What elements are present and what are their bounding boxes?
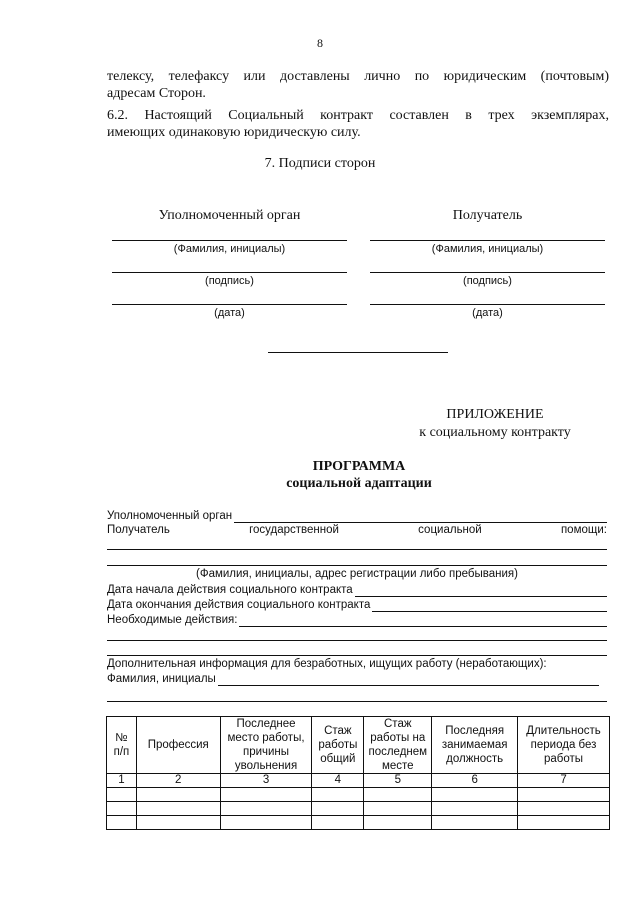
- page-number: 8: [317, 36, 323, 50]
- col-header-profession: Профессия: [136, 717, 220, 774]
- actions-line-3[interactable]: [107, 655, 607, 656]
- authority-field-label: Уполномоченный орган: [107, 510, 233, 522]
- name-field-line[interactable]: [218, 675, 599, 686]
- recipient-name-caption: (Фамилия, инициалы): [431, 243, 544, 255]
- recipient-caption: (Фамилия, инициалы, адрес регистрации либо пребывания): [196, 568, 518, 580]
- table-column-numbers-row: [107, 774, 610, 788]
- col-number-2: 2: [136, 774, 220, 788]
- authority-signature-line: [112, 272, 347, 273]
- table-cell[interactable]: [364, 788, 432, 802]
- program-subtitle: социальной адаптации: [286, 476, 432, 491]
- col-number-7: 7: [518, 774, 610, 788]
- col-header-last-place-experience: Стаж работы на последнем месте: [364, 717, 432, 774]
- end-date-line[interactable]: [372, 601, 607, 612]
- table-cell[interactable]: [432, 816, 518, 830]
- table-row: [107, 802, 610, 816]
- name-field: [107, 672, 599, 686]
- program-title: ПРОГРАММА: [312, 459, 406, 474]
- col-number-5: 5: [364, 774, 432, 788]
- authority-signature-caption: (подпись): [205, 275, 254, 287]
- recipient-word-2: государственной: [249, 524, 339, 536]
- authority-date-line: [112, 304, 347, 305]
- authority-date-caption: (дата): [214, 307, 245, 319]
- col-number-4: 4: [312, 774, 364, 788]
- clause-6-1-line-2: адресам Сторон.: [107, 86, 206, 101]
- table-cell[interactable]: [432, 802, 518, 816]
- recipient-name-line: [370, 240, 605, 241]
- authority-heading: Уполномоченный орган: [158, 208, 301, 223]
- table-header-row: [107, 717, 610, 774]
- table-cell[interactable]: [220, 802, 312, 816]
- col-number-1: 1: [107, 774, 137, 788]
- table-cell[interactable]: [364, 802, 432, 816]
- actions-line-2[interactable]: [107, 640, 607, 641]
- table-cell[interactable]: [518, 816, 610, 830]
- recipient-date-caption: (дата): [472, 307, 503, 319]
- start-date-label: Дата начала действия социального контракта: [107, 584, 353, 596]
- recipient-field-label: [107, 523, 607, 537]
- signatures-section-title: 7. Подписи сторон: [264, 156, 376, 171]
- clause-6-1-line-1: телексу, телефаксу или доставлены лично по юридическим (почтовым): [107, 69, 609, 84]
- table-cell[interactable]: [136, 802, 220, 816]
- col-header-number: № п/п: [107, 717, 137, 774]
- unemployed-info-label: Дополнительная информация для безработных, ищущих работу (неработающих):: [107, 658, 547, 670]
- table-cell[interactable]: [312, 802, 364, 816]
- name-field-label: Фамилия, инициалы: [107, 673, 216, 685]
- start-date-line[interactable]: [355, 586, 607, 597]
- recipient-heading: Получатель: [452, 208, 523, 223]
- col-header-last-workplace: Последнее место работы, причины увольнения: [220, 717, 312, 774]
- authority-field-line[interactable]: [234, 512, 607, 523]
- col-header-unemployment-duration: Длительность периода без работы: [518, 717, 610, 774]
- table-row: [107, 816, 610, 830]
- table-cell[interactable]: [107, 816, 137, 830]
- actions-line[interactable]: [239, 616, 607, 627]
- actions-field: [107, 613, 607, 627]
- recipient-date-line: [370, 304, 605, 305]
- end-date-label: Дата окончания действия социального контракта: [107, 599, 371, 611]
- recipient-word-1: Получатель: [107, 524, 170, 536]
- recipient-word-4: помощи:: [560, 524, 607, 536]
- recipient-word-3: социальной: [418, 524, 482, 536]
- col-number-3: 3: [220, 774, 312, 788]
- clause-6-2-line-1: 6.2. Настоящий Социальный контракт составлен в трех экземплярах,: [107, 108, 609, 123]
- clause-6-2-line-2: имеющих одинаковую юридическую силу.: [107, 125, 361, 140]
- col-header-last-position: Последняя занимаемая должность: [432, 717, 518, 774]
- col-number-6: 6: [432, 774, 518, 788]
- recipient-signature-caption: (подпись): [463, 275, 512, 287]
- table-cell[interactable]: [136, 816, 220, 830]
- table-cell[interactable]: [107, 802, 137, 816]
- recipient-signature-line: [370, 272, 605, 273]
- table-row: [107, 788, 610, 802]
- authority-name-caption: (Фамилия, инициалы): [173, 243, 286, 255]
- recipient-line-2[interactable]: [107, 565, 607, 566]
- name-line-2[interactable]: [107, 701, 607, 702]
- table-cell[interactable]: [518, 788, 610, 802]
- table-cell[interactable]: [312, 788, 364, 802]
- table-cell[interactable]: [518, 802, 610, 816]
- recipient-line-1[interactable]: [107, 549, 607, 550]
- table-cell[interactable]: [312, 816, 364, 830]
- actions-label: Необходимые действия:: [107, 614, 238, 626]
- appendix-subtitle: к социальному контракту: [419, 425, 571, 440]
- col-header-total-experience: Стаж работы общий: [312, 717, 364, 774]
- table-cell[interactable]: [220, 816, 312, 830]
- end-date-field: [107, 598, 607, 612]
- section-separator: [268, 352, 448, 353]
- start-date-field: [107, 583, 607, 597]
- table-cell[interactable]: [136, 788, 220, 802]
- table-cell[interactable]: [107, 788, 137, 802]
- table-cell[interactable]: [220, 788, 312, 802]
- table-cell[interactable]: [432, 788, 518, 802]
- employment-history-table: [106, 716, 610, 830]
- authority-name-line: [112, 240, 347, 241]
- authority-field: [107, 509, 607, 523]
- table-cell[interactable]: [364, 816, 432, 830]
- appendix-title: ПРИЛОЖЕНИЕ: [446, 407, 544, 422]
